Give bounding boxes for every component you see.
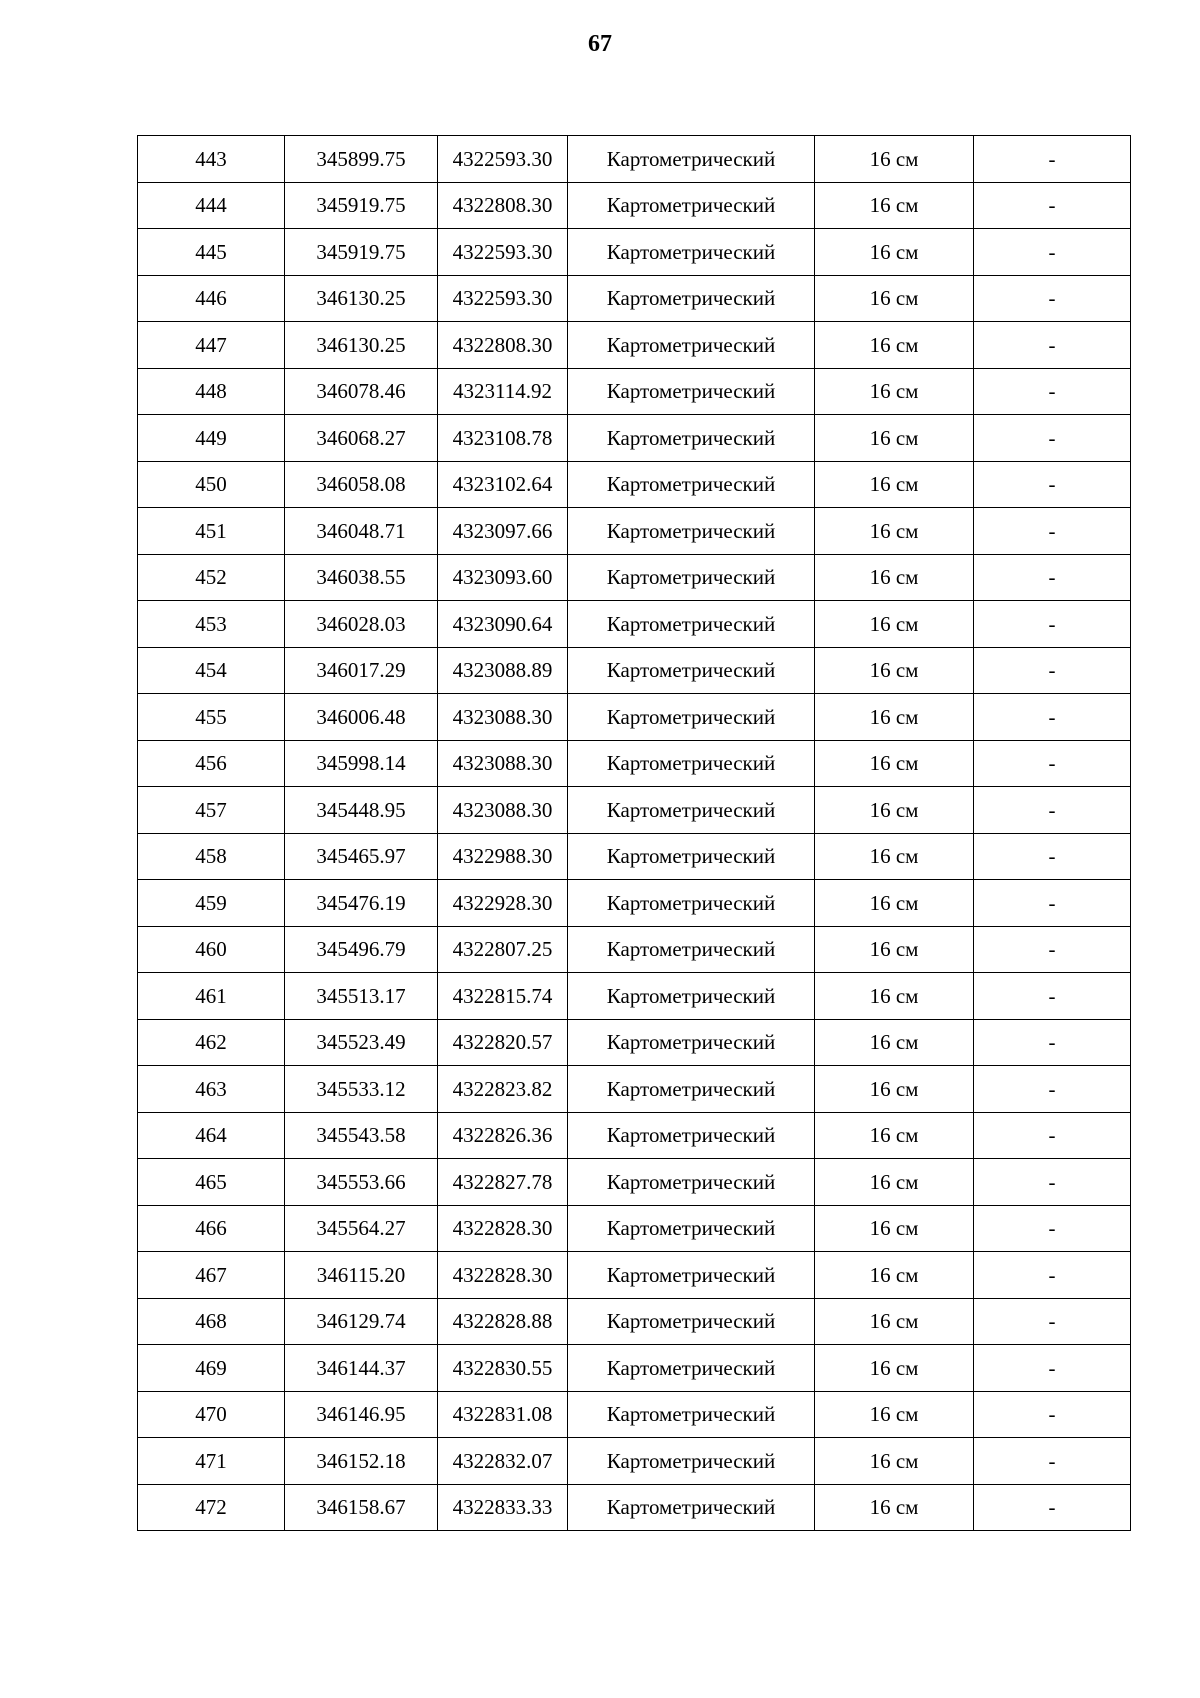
y-coordinate-cell: 4322807.25 <box>438 926 568 973</box>
coordinates-table-body <box>138 136 1131 1531</box>
point-number-cell: 456 <box>138 740 285 787</box>
x-coordinate-cell: 346115.20 <box>285 1252 438 1299</box>
point-number-cell: 462 <box>138 1019 285 1066</box>
y-coordinate-cell: 4323088.30 <box>438 740 568 787</box>
y-coordinate-cell: 4323088.30 <box>438 694 568 741</box>
table-row <box>138 601 1131 648</box>
accuracy-cell: 16 см <box>815 647 974 694</box>
table-row <box>138 368 1131 415</box>
table-row <box>138 508 1131 555</box>
accuracy-cell: 16 см <box>815 1019 974 1066</box>
table-row <box>138 833 1131 880</box>
method-cell: Картометрический <box>568 368 815 415</box>
point-number-cell: 466 <box>138 1205 285 1252</box>
method-cell: Картометрический <box>568 647 815 694</box>
x-coordinate-cell: 345919.75 <box>285 182 438 229</box>
table-row <box>138 1298 1131 1345</box>
y-coordinate-cell: 4323093.60 <box>438 554 568 601</box>
x-coordinate-cell: 345543.58 <box>285 1112 438 1159</box>
table-row <box>138 1159 1131 1206</box>
note-cell: - <box>974 1484 1131 1531</box>
table-row <box>138 415 1131 462</box>
accuracy-cell: 16 см <box>815 136 974 183</box>
accuracy-cell: 16 см <box>815 275 974 322</box>
point-number-cell: 445 <box>138 229 285 276</box>
y-coordinate-cell: 4322593.30 <box>438 136 568 183</box>
x-coordinate-cell: 346068.27 <box>285 415 438 462</box>
y-coordinate-cell: 4322830.55 <box>438 1345 568 1392</box>
accuracy-cell: 16 см <box>815 601 974 648</box>
accuracy-cell: 16 см <box>815 1066 974 1113</box>
table-row <box>138 787 1131 834</box>
accuracy-cell: 16 см <box>815 415 974 462</box>
method-cell: Картометрический <box>568 926 815 973</box>
y-coordinate-cell: 4323114.92 <box>438 368 568 415</box>
y-coordinate-cell: 4322828.30 <box>438 1252 568 1299</box>
x-coordinate-cell: 345448.95 <box>285 787 438 834</box>
point-number-cell: 471 <box>138 1438 285 1485</box>
y-coordinate-cell: 4323090.64 <box>438 601 568 648</box>
x-coordinate-cell: 345496.79 <box>285 926 438 973</box>
accuracy-cell: 16 см <box>815 1159 974 1206</box>
method-cell: Картометрический <box>568 601 815 648</box>
table-row <box>138 880 1131 927</box>
x-coordinate-cell: 346058.08 <box>285 461 438 508</box>
table-row <box>138 973 1131 1020</box>
point-number-cell: 451 <box>138 508 285 555</box>
note-cell: - <box>974 508 1131 555</box>
method-cell: Картометрический <box>568 415 815 462</box>
table-row <box>138 1438 1131 1485</box>
point-number-cell: 469 <box>138 1345 285 1392</box>
method-cell: Картометрический <box>568 1391 815 1438</box>
method-cell: Картометрический <box>568 275 815 322</box>
method-cell: Картометрический <box>568 787 815 834</box>
point-number-cell: 450 <box>138 461 285 508</box>
x-coordinate-cell: 346017.29 <box>285 647 438 694</box>
x-coordinate-cell: 346144.37 <box>285 1345 438 1392</box>
table-row <box>138 182 1131 229</box>
accuracy-cell: 16 см <box>815 1391 974 1438</box>
point-number-cell: 472 <box>138 1484 285 1531</box>
x-coordinate-cell: 346130.25 <box>285 275 438 322</box>
table-row <box>138 1112 1131 1159</box>
y-coordinate-cell: 4323108.78 <box>438 415 568 462</box>
note-cell: - <box>974 740 1131 787</box>
note-cell: - <box>974 1159 1131 1206</box>
accuracy-cell: 16 см <box>815 787 974 834</box>
point-number-cell: 455 <box>138 694 285 741</box>
y-coordinate-cell: 4322823.82 <box>438 1066 568 1113</box>
method-cell: Картометрический <box>568 973 815 1020</box>
x-coordinate-cell: 346078.46 <box>285 368 438 415</box>
note-cell: - <box>974 1345 1131 1392</box>
y-coordinate-cell: 4323088.30 <box>438 787 568 834</box>
accuracy-cell: 16 см <box>815 1298 974 1345</box>
x-coordinate-cell: 345564.27 <box>285 1205 438 1252</box>
method-cell: Картометрический <box>568 322 815 369</box>
note-cell: - <box>974 461 1131 508</box>
method-cell: Картометрический <box>568 1019 815 1066</box>
x-coordinate-cell: 346130.25 <box>285 322 438 369</box>
method-cell: Картометрический <box>568 554 815 601</box>
accuracy-cell: 16 см <box>815 229 974 276</box>
note-cell: - <box>974 229 1131 276</box>
point-number-cell: 443 <box>138 136 285 183</box>
table-row <box>138 1484 1131 1531</box>
point-number-cell: 459 <box>138 880 285 927</box>
accuracy-cell: 16 см <box>815 1205 974 1252</box>
note-cell: - <box>974 833 1131 880</box>
point-number-cell: 458 <box>138 833 285 880</box>
x-coordinate-cell: 345919.75 <box>285 229 438 276</box>
note-cell: - <box>974 1205 1131 1252</box>
y-coordinate-cell: 4322808.30 <box>438 182 568 229</box>
x-coordinate-cell: 346038.55 <box>285 554 438 601</box>
method-cell: Картометрический <box>568 1345 815 1392</box>
y-coordinate-cell: 4322831.08 <box>438 1391 568 1438</box>
accuracy-cell: 16 см <box>815 740 974 787</box>
point-number-cell: 470 <box>138 1391 285 1438</box>
y-coordinate-cell: 4322808.30 <box>438 322 568 369</box>
note-cell: - <box>974 647 1131 694</box>
table-row <box>138 136 1131 183</box>
accuracy-cell: 16 см <box>815 1252 974 1299</box>
y-coordinate-cell: 4322828.88 <box>438 1298 568 1345</box>
point-number-cell: 454 <box>138 647 285 694</box>
note-cell: - <box>974 1298 1131 1345</box>
method-cell: Картометрический <box>568 694 815 741</box>
x-coordinate-cell: 346048.71 <box>285 508 438 555</box>
point-number-cell: 457 <box>138 787 285 834</box>
x-coordinate-cell: 345513.17 <box>285 973 438 1020</box>
table-row <box>138 229 1131 276</box>
accuracy-cell: 16 см <box>815 1438 974 1485</box>
page-number: 67 <box>588 31 612 57</box>
table-row <box>138 740 1131 787</box>
method-cell: Картометрический <box>568 1252 815 1299</box>
point-number-cell: 465 <box>138 1159 285 1206</box>
accuracy-cell: 16 см <box>815 694 974 741</box>
y-coordinate-cell: 4322828.30 <box>438 1205 568 1252</box>
accuracy-cell: 16 см <box>815 833 974 880</box>
method-cell: Картометрический <box>568 182 815 229</box>
y-coordinate-cell: 4322593.30 <box>438 229 568 276</box>
method-cell: Картометрический <box>568 136 815 183</box>
point-number-cell: 463 <box>138 1066 285 1113</box>
y-coordinate-cell: 4323097.66 <box>438 508 568 555</box>
x-coordinate-cell: 345465.97 <box>285 833 438 880</box>
accuracy-cell: 16 см <box>815 554 974 601</box>
table-row <box>138 1391 1131 1438</box>
note-cell: - <box>974 880 1131 927</box>
accuracy-cell: 16 см <box>815 1484 974 1531</box>
y-coordinate-cell: 4322593.30 <box>438 275 568 322</box>
note-cell: - <box>974 926 1131 973</box>
method-cell: Картометрический <box>568 461 815 508</box>
accuracy-cell: 16 см <box>815 1112 974 1159</box>
note-cell: - <box>974 1112 1131 1159</box>
note-cell: - <box>974 1252 1131 1299</box>
note-cell: - <box>974 368 1131 415</box>
method-cell: Картометрический <box>568 1159 815 1206</box>
method-cell: Картометрический <box>568 1438 815 1485</box>
method-cell: Картометрический <box>568 1205 815 1252</box>
accuracy-cell: 16 см <box>815 973 974 1020</box>
y-coordinate-cell: 4323088.89 <box>438 647 568 694</box>
x-coordinate-cell: 346006.48 <box>285 694 438 741</box>
table-row <box>138 1205 1131 1252</box>
coordinates-table <box>137 135 1131 1531</box>
accuracy-cell: 16 см <box>815 508 974 555</box>
y-coordinate-cell: 4322827.78 <box>438 1159 568 1206</box>
point-number-cell: 449 <box>138 415 285 462</box>
note-cell: - <box>974 1019 1131 1066</box>
x-coordinate-cell: 346028.03 <box>285 601 438 648</box>
y-coordinate-cell: 4322815.74 <box>438 973 568 1020</box>
x-coordinate-cell: 345523.49 <box>285 1019 438 1066</box>
note-cell: - <box>974 1066 1131 1113</box>
note-cell: - <box>974 1438 1131 1485</box>
point-number-cell: 452 <box>138 554 285 601</box>
note-cell: - <box>974 182 1131 229</box>
x-coordinate-cell: 346129.74 <box>285 1298 438 1345</box>
accuracy-cell: 16 см <box>815 182 974 229</box>
note-cell: - <box>974 601 1131 648</box>
x-coordinate-cell: 346152.18 <box>285 1438 438 1485</box>
point-number-cell: 446 <box>138 275 285 322</box>
method-cell: Картометрический <box>568 1112 815 1159</box>
accuracy-cell: 16 см <box>815 926 974 973</box>
table-row <box>138 1252 1131 1299</box>
method-cell: Картометрический <box>568 1066 815 1113</box>
x-coordinate-cell: 345899.75 <box>285 136 438 183</box>
point-number-cell: 448 <box>138 368 285 415</box>
note-cell: - <box>974 554 1131 601</box>
accuracy-cell: 16 см <box>815 880 974 927</box>
point-number-cell: 447 <box>138 322 285 369</box>
method-cell: Картометрический <box>568 740 815 787</box>
accuracy-cell: 16 см <box>815 368 974 415</box>
method-cell: Картометрический <box>568 1298 815 1345</box>
y-coordinate-cell: 4322988.30 <box>438 833 568 880</box>
y-coordinate-cell: 4322833.33 <box>438 1484 568 1531</box>
table-row <box>138 694 1131 741</box>
table-row <box>138 461 1131 508</box>
point-number-cell: 464 <box>138 1112 285 1159</box>
table-row <box>138 322 1131 369</box>
table-row <box>138 275 1131 322</box>
table-row <box>138 926 1131 973</box>
x-coordinate-cell: 345476.19 <box>285 880 438 927</box>
table-row <box>138 554 1131 601</box>
note-cell: - <box>974 1391 1131 1438</box>
accuracy-cell: 16 см <box>815 461 974 508</box>
method-cell: Картометрический <box>568 508 815 555</box>
accuracy-cell: 16 см <box>815 322 974 369</box>
x-coordinate-cell: 345553.66 <box>285 1159 438 1206</box>
x-coordinate-cell: 346158.67 <box>285 1484 438 1531</box>
y-coordinate-cell: 4322928.30 <box>438 880 568 927</box>
note-cell: - <box>974 275 1131 322</box>
note-cell: - <box>974 415 1131 462</box>
note-cell: - <box>974 136 1131 183</box>
note-cell: - <box>974 973 1131 1020</box>
point-number-cell: 460 <box>138 926 285 973</box>
x-coordinate-cell: 346146.95 <box>285 1391 438 1438</box>
point-number-cell: 444 <box>138 182 285 229</box>
note-cell: - <box>974 694 1131 741</box>
method-cell: Картометрический <box>568 229 815 276</box>
method-cell: Картометрический <box>568 1484 815 1531</box>
point-number-cell: 461 <box>138 973 285 1020</box>
y-coordinate-cell: 4323102.64 <box>438 461 568 508</box>
point-number-cell: 467 <box>138 1252 285 1299</box>
point-number-cell: 453 <box>138 601 285 648</box>
table-row <box>138 647 1131 694</box>
note-cell: - <box>974 787 1131 834</box>
method-cell: Картометрический <box>568 880 815 927</box>
x-coordinate-cell: 345998.14 <box>285 740 438 787</box>
table-row <box>138 1066 1131 1113</box>
y-coordinate-cell: 4322826.36 <box>438 1112 568 1159</box>
table-row <box>138 1019 1131 1066</box>
note-cell: - <box>974 322 1131 369</box>
point-number-cell: 468 <box>138 1298 285 1345</box>
y-coordinate-cell: 4322832.07 <box>438 1438 568 1485</box>
accuracy-cell: 16 см <box>815 1345 974 1392</box>
method-cell: Картометрический <box>568 833 815 880</box>
y-coordinate-cell: 4322820.57 <box>438 1019 568 1066</box>
x-coordinate-cell: 345533.12 <box>285 1066 438 1113</box>
table-row <box>138 1345 1131 1392</box>
